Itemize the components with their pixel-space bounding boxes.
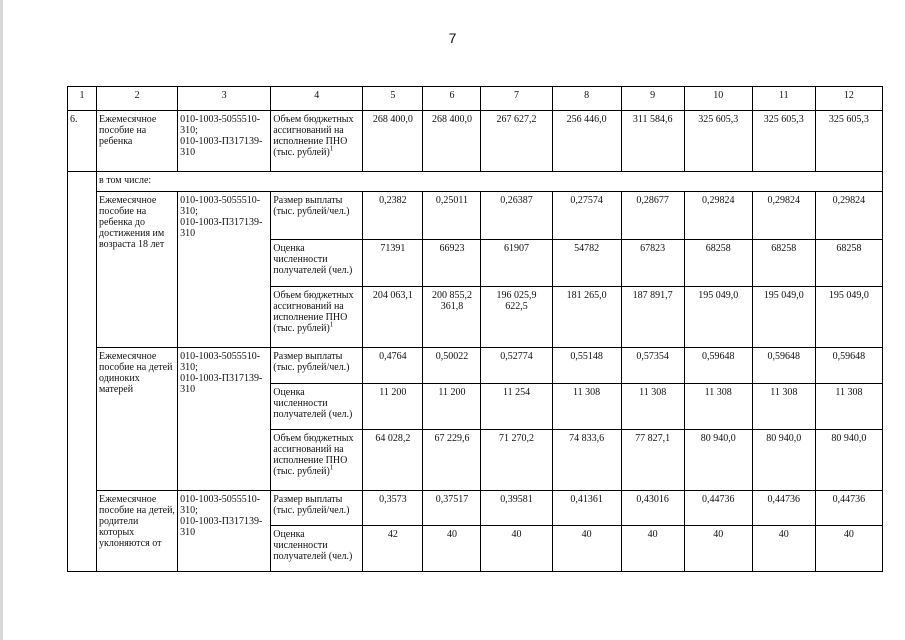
value-cell: 195 049,0 <box>752 287 815 348</box>
value-cell: 40 <box>752 526 815 572</box>
value-cell: 11 308 <box>552 384 621 430</box>
value-cell: 80 940,0 <box>752 430 815 491</box>
header-cell: 9 <box>621 87 684 111</box>
header-cell: 1 <box>68 87 97 111</box>
value-cell: 0,59648 <box>752 348 815 384</box>
value-cell: 0,39581 <box>481 491 552 526</box>
value-cell: 0,4764 <box>363 348 423 384</box>
value-cell: 68258 <box>815 240 882 287</box>
value-cell: 0,2382 <box>363 192 423 240</box>
value-cell: 80 940,0 <box>815 430 882 491</box>
value-cell: 68258 <box>752 240 815 287</box>
value-cell: 256 446,0 <box>552 111 621 172</box>
value-cell: 74 833,6 <box>552 430 621 491</box>
value-cell: 0,3573 <box>363 491 423 526</box>
value-cell: 0,59648 <box>684 348 752 384</box>
indicator-cell <box>271 430 363 491</box>
scan-edge <box>0 0 3 640</box>
value-cell: 187 891,7 <box>621 287 684 348</box>
value-cell: 0,59648 <box>815 348 882 384</box>
value-cell: 61907 <box>481 240 552 287</box>
indicator-label: Объем бюджетных ассигнований на исполнение ПНО (тыс. рублей) <box>273 290 354 334</box>
header-cell: 6 <box>423 87 481 111</box>
value-cell: 0,44736 <box>815 491 882 526</box>
value-cell: 11 308 <box>621 384 684 430</box>
header-cell: 10 <box>684 87 752 111</box>
value-cell: 40 <box>815 526 882 572</box>
benefit-name: Ежемесячное пособие на детей одиноких матерей <box>97 348 178 491</box>
value-cell: 0,55148 <box>552 348 621 384</box>
value-cell: 268 400,0 <box>423 111 481 172</box>
value-cell: 325 605,3 <box>684 111 752 172</box>
value-cell: 0,25011 <box>423 192 481 240</box>
indicator-label: Объем бюджетных ассигнований на исполнение ПНО (тыс. рублей) <box>273 114 354 158</box>
value-cell: 0,29824 <box>684 192 752 240</box>
subsection-label: в том числе: <box>97 172 883 192</box>
value-cell: 42 <box>363 526 423 572</box>
value-cell: 68258 <box>684 240 752 287</box>
value-cell: 40 <box>423 526 481 572</box>
header-cell: 8 <box>552 87 621 111</box>
value-cell: 325 605,3 <box>752 111 815 172</box>
value-cell: 40 <box>684 526 752 572</box>
value-cell: 200 855,2 361,8 <box>423 287 481 348</box>
table-row <box>68 111 883 172</box>
value-cell: 0,28677 <box>621 192 684 240</box>
data-table <box>67 86 883 572</box>
table-row <box>68 172 883 192</box>
indicator-label: Оценка численности получателей (чел.) <box>271 240 363 287</box>
value-cell: 66923 <box>423 240 481 287</box>
value-cell: 0,57354 <box>621 348 684 384</box>
footnote-mark: 1 <box>329 144 334 153</box>
value-cell: 0,50022 <box>423 348 481 384</box>
value-cell: 195 049,0 <box>815 287 882 348</box>
value-cell: 11 254 <box>481 384 552 430</box>
value-cell: 0,29824 <box>752 192 815 240</box>
value-cell: 0,27574 <box>552 192 621 240</box>
value-cell: 67 229,6 <box>423 430 481 491</box>
value-cell: 71391 <box>363 240 423 287</box>
footnote-mark: 1 <box>329 320 334 329</box>
value-cell: 0,44736 <box>752 491 815 526</box>
value-cell: 268 400,0 <box>363 111 423 172</box>
value-cell: 71 270,2 <box>481 430 552 491</box>
indicator-label: Размер выплаты (тыс. рублей/чел.) <box>271 348 363 384</box>
value-cell: 0,44736 <box>684 491 752 526</box>
header-cell: 2 <box>97 87 178 111</box>
value-cell: 0,41361 <box>552 491 621 526</box>
budget-codes: 010-1003-5055510-310; 010-1003-П317139-310 <box>178 348 271 491</box>
budget-codes: 010-1003-5055510-310; 010-1003-П317139-310 <box>178 192 271 348</box>
value-cell: 195 049,0 <box>684 287 752 348</box>
value-cell: 0,43016 <box>621 491 684 526</box>
table-row <box>68 491 883 526</box>
header-cell: 11 <box>752 87 815 111</box>
value-cell: 11 200 <box>423 384 481 430</box>
value-cell: 64 028,2 <box>363 430 423 491</box>
budget-codes: 010-1003-5055510-310; 010-1003-П317139-310 <box>178 491 271 572</box>
budget-codes: 010-1003-5055510-310; 010-1003-П317139-310 <box>178 111 271 172</box>
value-cell: 67823 <box>621 240 684 287</box>
table-row <box>68 348 883 384</box>
header-cell: 5 <box>363 87 423 111</box>
benefit-name: Ежемесячное пособие на ребенка до достижения им возраста 18 лет <box>97 192 178 348</box>
benefit-name: Ежемесячное пособие на ребенка <box>97 111 178 172</box>
value-cell: 204 063,1 <box>363 287 423 348</box>
value-cell: 11 308 <box>752 384 815 430</box>
row-number-blank <box>68 172 97 572</box>
value-cell: 0,26387 <box>481 192 552 240</box>
value-cell: 40 <box>621 526 684 572</box>
value-cell: 77 827,1 <box>621 430 684 491</box>
row-number: 6. <box>68 111 97 172</box>
value-cell: 40 <box>552 526 621 572</box>
indicator-label: Объем бюджетных ассигнований на исполнение ПНО (тыс. рублей) <box>273 433 354 477</box>
value-cell: 181 265,0 <box>552 287 621 348</box>
indicator-cell <box>271 111 363 172</box>
indicator-cell <box>271 287 363 348</box>
value-cell: 0,52774 <box>481 348 552 384</box>
indicator-label: Размер выплаты (тыс. рублей/чел.) <box>271 192 363 240</box>
value-cell: 40 <box>481 526 552 572</box>
footnote-mark: 1 <box>329 463 334 472</box>
header-cell: 12 <box>815 87 882 111</box>
indicator-label: Размер выплаты (тыс. рублей/чел.) <box>271 491 363 526</box>
indicator-label: Оценка численности получателей (чел.) <box>271 384 363 430</box>
value-cell: 11 308 <box>684 384 752 430</box>
value-cell: 54782 <box>552 240 621 287</box>
value-cell: 267 627,2 <box>481 111 552 172</box>
value-cell: 80 940,0 <box>684 430 752 491</box>
value-cell: 325 605,3 <box>815 111 882 172</box>
value-cell: 0,37517 <box>423 491 481 526</box>
value-cell: 311 584,6 <box>621 111 684 172</box>
page-number: 7 <box>448 30 457 46</box>
table-row <box>68 192 883 240</box>
header-cell: 7 <box>481 87 552 111</box>
indicator-label: Оценка численности получателей (чел.) <box>271 526 363 572</box>
value-cell: 11 200 <box>363 384 423 430</box>
benefit-name: Ежемесячное пособие на детей, родители которых уклоняются от <box>97 491 178 572</box>
value-cell: 196 025,9 622,5 <box>481 287 552 348</box>
header-cell: 3 <box>178 87 271 111</box>
header-row <box>68 87 883 111</box>
value-cell: 0,29824 <box>815 192 882 240</box>
header-cell: 4 <box>271 87 363 111</box>
value-cell: 11 308 <box>815 384 882 430</box>
